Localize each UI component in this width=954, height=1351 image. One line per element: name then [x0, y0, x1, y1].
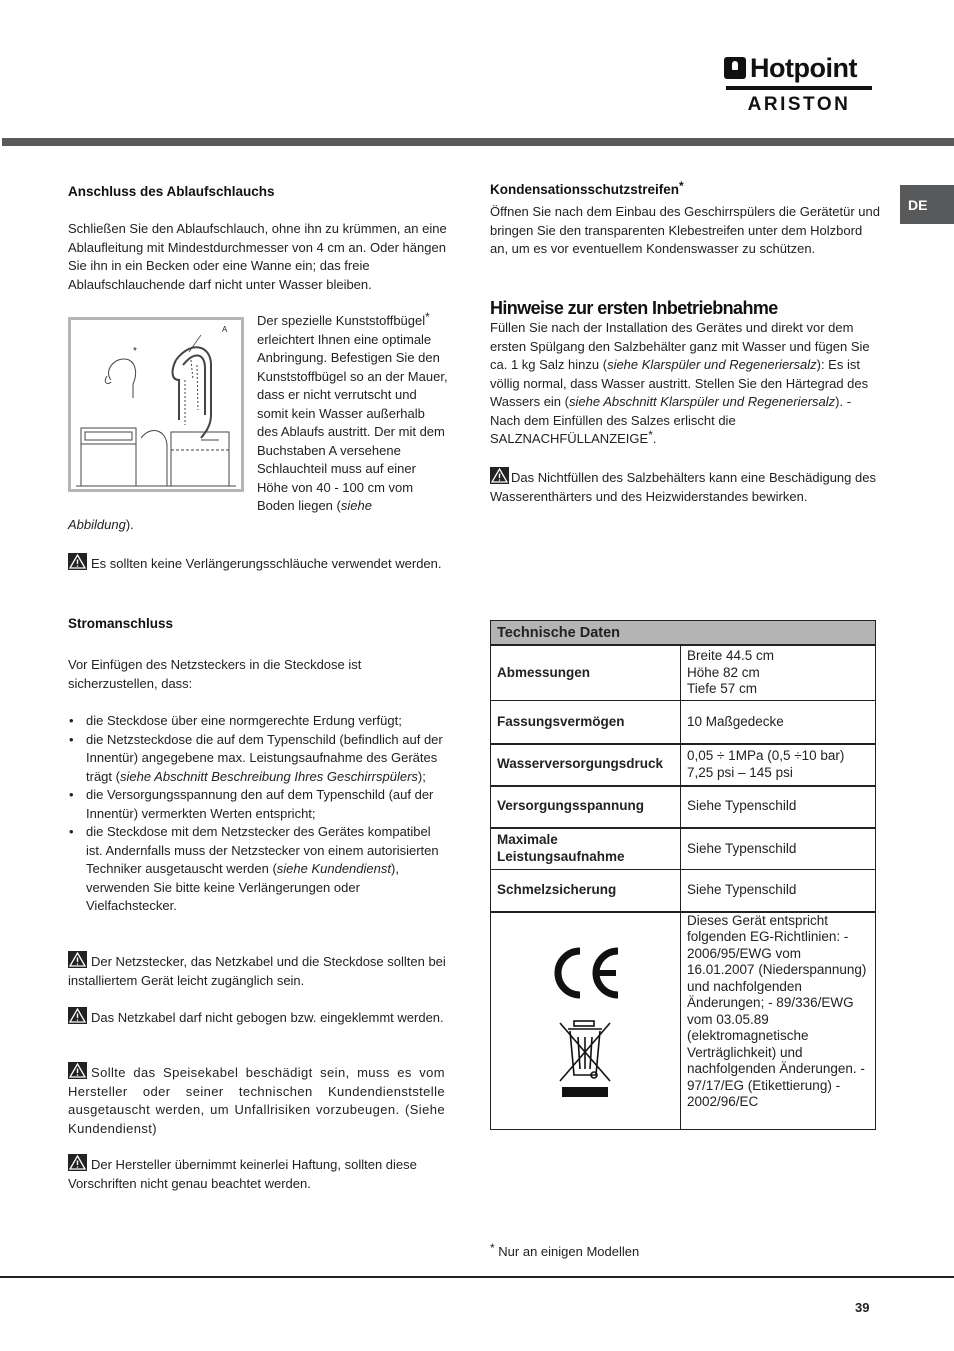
- warning-icon: [68, 553, 87, 570]
- bracket-text-end: [68, 516, 448, 535]
- bracket-ref-b: Abbildung: [68, 517, 126, 532]
- condensation-title: Kondensationsschutzstreifen*: [490, 179, 684, 197]
- table-row: Maximale Leistungsaufnahme Siehe Typenschild: [491, 828, 876, 870]
- table-row: Abmessungen Breite 44.5 cm Höhe 82 cm Tiefe 57 cm: [491, 645, 876, 701]
- power-warning-1: Der Netzstecker, das Netzkabel und die Steckdose sollten bei installiertem Gerät leicht zugänglich sein.: [68, 951, 448, 990]
- drain-text: Schließen Sie den Ablaufschlauch, ohne ihn zu krümmen, an eine Ablaufleitung mit Mindestdurchmesser von 4 cm an. Oder hängen Sie ihn in ein Becken oder eine Wanne ein; das freie Ablaufschlauchende darf nicht unter Wasser bleiben.: [68, 221, 447, 292]
- drain-hose-illustration: [71, 320, 241, 489]
- first-use-title: Hinweise zur ersten Inbetriebnahme: [490, 298, 778, 318]
- ce-mark-icon: [546, 943, 626, 1003]
- drain-warning-text: Es sollten keine Verlängerungsschläuche verwendet werden.: [91, 556, 442, 571]
- drain-title: Anschluss des Ablaufschlauchs: [68, 184, 275, 199]
- condensation-text: Öffnen Sie nach dem Einbau des Geschirrspülers die Gerätetür und bringen Sie den transparenten Klebestreifen unter dem Holzbord an, um es vor eventuellem Kondenswasser zu schützen.: [490, 204, 880, 256]
- table-row: Versorgungsspannung Siehe Typenschild: [491, 786, 876, 828]
- asterisk: *: [679, 179, 684, 193]
- list-item: • die Netzsteckdose die auf dem Typenschild (befindlich auf der Innentür) angegebene max. Leistungsaufnahme des Gerätes trägt (siehe Abschnitt Beschreibung Ihres Geschirrspülers);: [68, 731, 448, 787]
- compliance-row: [491, 912, 876, 1130]
- tech-table-header: Technische Daten: [491, 621, 876, 645]
- drain-warning: [68, 553, 448, 574]
- power-intro: Vor Einfügen des Netzsteckers in die Steckdose ist sicherzustellen, dass:: [68, 657, 362, 691]
- hotpoint-logo-icon: [724, 57, 746, 79]
- brand-subname: ARISTON: [747, 94, 851, 115]
- table-row: Wasserversorgungsdruck 0,05 ÷ 1MPa (0,5 ÷10 bar) 7,25 psi – 145 psi: [491, 744, 876, 786]
- bracket-end: ).: [125, 517, 134, 532]
- warning-icon: [68, 1154, 87, 1171]
- drain-hose-figure: [68, 317, 244, 492]
- warning-icon: [68, 1007, 87, 1024]
- page-number: 39: [855, 1300, 870, 1315]
- weee-bin-icon: [556, 1017, 616, 1099]
- bracket-text-b: erleichtert Ihnen eine optimale Anbringung. Befestigen Sie den Kunststoffbügel so an der Mauer, dass er nicht verrutscht und somit kein Wasser außerhalb des Ablaufs austritt. Der mit dem Buchstaben A versehene Schlauchteil muss auf einer Höhe von 40 - 100 cm vom Boden liegen (: [257, 331, 448, 513]
- table-row: Schmelzsicherung Siehe Typenschild: [491, 870, 876, 912]
- brand-logo: [724, 54, 874, 118]
- list-item: • die Versorgungsspannung den auf dem Typenschild (auf der Innentür) vermerkten Werten entspricht;: [68, 786, 448, 823]
- first-use-warning: Das Nichtfüllen des Salzbehälters kann eine Beschädigung des Wasserenthärters und des Heizwiderstandes bewirken.: [490, 467, 882, 506]
- figure-label-star: *: [133, 346, 137, 357]
- list-item: • die Steckdose über eine normgerechte Erdung verfügt;: [68, 712, 448, 731]
- table-row: Fassungsvermögen 10 Maßgedecke: [491, 701, 876, 744]
- power-warning-3: Sollte das Speisekabel beschädigt sein, muss es vom Hersteller oder seiner technischen Kundendienststelle ausgetauscht werden, um Unfallrisiken vorzubeugen. (Siehe Kundendienst): [68, 1062, 445, 1138]
- warning-icon: [68, 1062, 87, 1079]
- first-use-text: Füllen Sie nach der Installation des Gerätes und direkt vor dem ersten Spülgang den Salzbehälter ganz mit Wasser und fügen Sie ca. 1 kg Salz hinzu (siehe Klarspüler und Regeneriersalz): Es ist völlig normal, dass Wasser austritt. Stellen Sie den Härtegrad des Wassers ein (siehe Abschnitt Klarspüler und Regeneriersalz). - Nach dem Einfüllen des Salzes erlischt die SALZNACHFÜLLANZEIGE*.: [490, 320, 870, 446]
- warning-icon: [490, 467, 509, 484]
- warning-icon: [68, 951, 87, 968]
- compliance-marks: [491, 912, 681, 1130]
- language-tab: DE: [900, 185, 954, 224]
- bracket-text: [257, 312, 449, 516]
- footnote: * Nur an einigen Modellen: [490, 1241, 640, 1259]
- compliance-text: Dieses Gerät entspricht folgenden EG-Richtlinien: - 2006/95/EWG vom 16.01.2007 (Niederspannung) und nachfolgenden Änderungen; - 89/336/EWG vom 03.05.89 (elektromagnetische Verträglichkeit) und nachfolgenden Änderungen. - 97/17/EG (Etikettierung) - 2002/96/EC: [681, 912, 876, 1130]
- logo-divider: [726, 86, 872, 90]
- power-warning-4: Der Hersteller übernimmt keinerlei Haftung, sollten diese Vorschriften nicht genau beachtet werden.: [68, 1154, 448, 1193]
- bracket-ref-a: siehe: [340, 498, 372, 513]
- power-checklist: [68, 712, 448, 916]
- power-title: Stromanschluss: [68, 616, 174, 631]
- brand-name: Hotpoint: [750, 53, 857, 83]
- tech-data-table: [490, 620, 876, 1130]
- footer-line: [0, 1276, 954, 1278]
- figure-label-a: A: [222, 325, 228, 334]
- list-item: • die Steckdose mit dem Netzstecker des Gerätes kompatibel ist. Andernfalls muss der Netzstecker von einem autorisierten Techniker ausgetauscht werden (siehe Kundendienst), verwenden Sie bitte keine Verlängerungen oder Vielfachstecker.: [68, 823, 448, 916]
- asterisk: *: [648, 428, 653, 442]
- header-bar: [2, 138, 954, 146]
- asterisk: *: [425, 310, 430, 324]
- bracket-text-a: Der spezielle Kunststoffbügel: [257, 313, 426, 328]
- power-warning-2: Das Netzkabel darf nicht gebogen bzw. eingeklemmt werden.: [68, 1007, 448, 1028]
